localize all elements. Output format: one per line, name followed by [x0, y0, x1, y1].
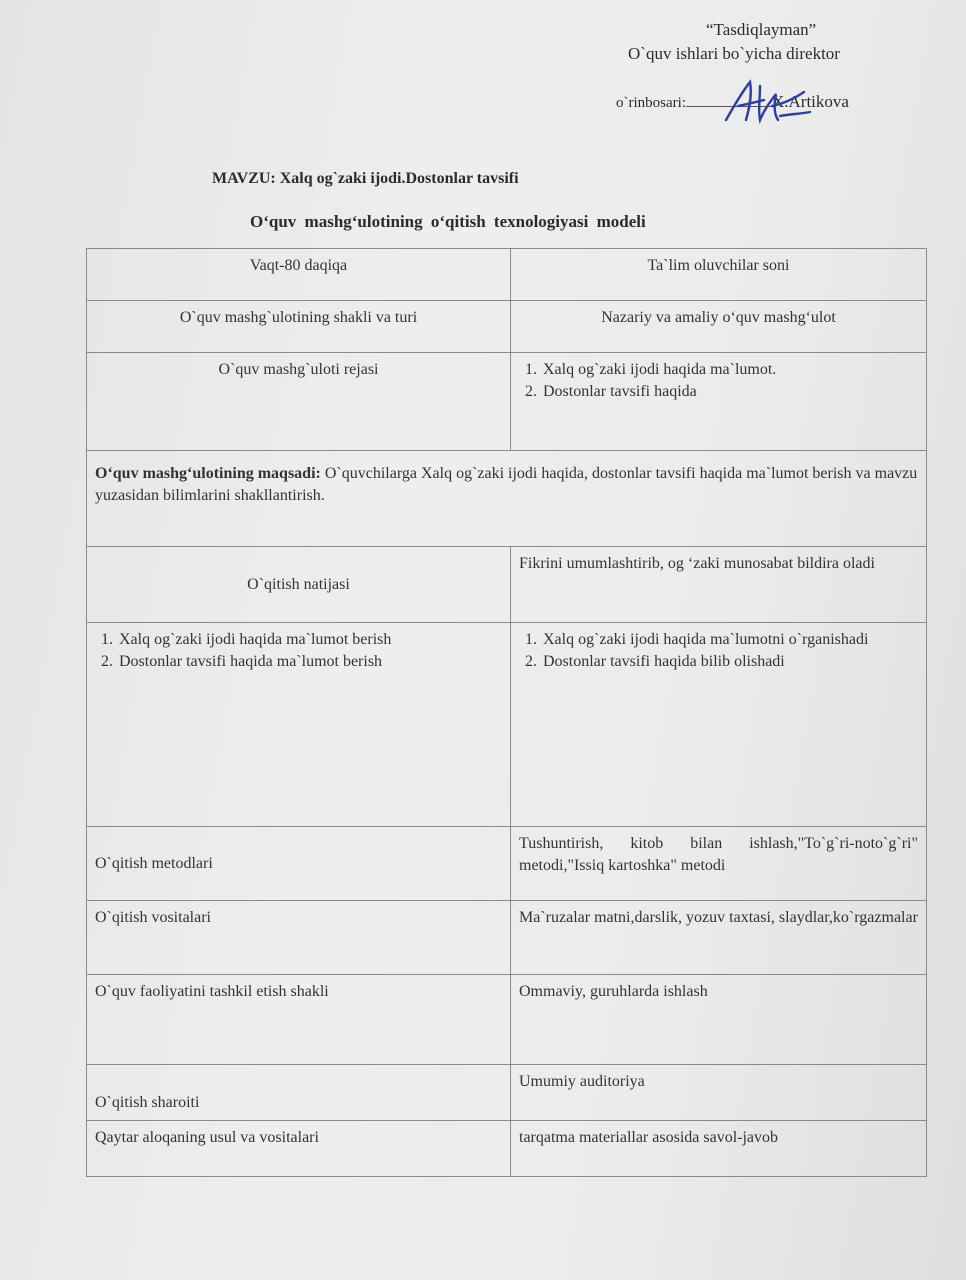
approval-position: O`quv ishlari bo`yicha direktor: [628, 44, 840, 63]
feedback-value-cell: tarqatma materiallar asosida savol-javob: [511, 1121, 927, 1177]
handwritten-signature: [720, 76, 812, 132]
approver-name: X.Artikova: [771, 92, 849, 111]
goal-text: O`quvchilarga Xalq og`zaki ijodi haqida, dostonlar tavsifi haqida ma`lumot berish va mavzu yuzasidan bilimlarini shakllantirish.: [95, 465, 918, 504]
students-count-cell: Ta`lim oluvchilar soni: [511, 249, 927, 301]
teacher-tasks-cell: [87, 623, 511, 827]
student-tasks-cell: [511, 623, 927, 827]
table-row: [87, 353, 927, 451]
table-row: [87, 901, 927, 975]
organization-label-cell: O`quv faoliyatini tashkil etish shakli: [87, 975, 511, 1065]
conditions-label-cell: O`qitish sharoiti: [87, 1065, 511, 1121]
table-row: [87, 249, 927, 301]
table-row: [87, 1065, 927, 1121]
form-value-cell: Nazariy va amaliy o‘quv mashg‘ulot: [511, 301, 927, 353]
list-item: 1. Xalq og`zaki ijodi haqida ma`lumot berish: [117, 629, 502, 651]
plan-items-cell: [511, 353, 927, 451]
approval-title: “Tasdiqlayman”: [706, 20, 817, 39]
plan-label-cell: O`quv mashg`uloti rejasi: [87, 353, 511, 451]
goal-label: O‘quv mashg‘ulotining maqsadi:: [95, 465, 321, 482]
organization-value-cell: Ommaviy, guruhlarda ishlash: [511, 975, 927, 1065]
methods-label-cell: O`qitish metodlari: [87, 827, 511, 901]
list-item: 2. Dostonlar tavsifi haqida: [541, 381, 918, 403]
table-row: [87, 547, 927, 623]
table-row: [87, 623, 927, 827]
result-value-cell: Fikrini umumlashtirib, og ‘zaki munosabat bildira oladi: [511, 547, 927, 623]
table-row: [87, 1121, 927, 1177]
feedback-label-cell: Qaytar aloqaning usul va vositalari: [87, 1121, 511, 1177]
lesson-model-table: [86, 248, 927, 1177]
list-item: 1. Xalq og`zaki ijodi haqida ma`lumotni o`rganishadi: [541, 629, 918, 651]
time-cell: Vaqt-80 daqiqa: [87, 249, 511, 301]
tools-value-cell: Ma`ruzalar matni,darslik, yozuv taxtasi, slaydlar,ko`rgazmalar: [511, 901, 927, 975]
goal-cell: [87, 451, 927, 547]
table-row: [87, 827, 927, 901]
table-row: [87, 451, 927, 547]
table-row: [87, 975, 927, 1065]
deputy-label: o`rinbosari:: [616, 95, 686, 111]
model-title: O‘quv mashg‘ulotining o‘qitish texnologiyasi modeli: [250, 212, 646, 231]
list-item: 1. Xalq og`zaki ijodi haqida ma`lumot.: [541, 359, 918, 381]
conditions-value-cell: Umumiy auditoriya: [511, 1065, 927, 1121]
result-label-cell: O`qitish natijasi: [87, 547, 511, 623]
list-item: 2. Dostonlar tavsifi haqida bilib olishadi: [541, 651, 918, 673]
form-label-cell: O`quv mashg`ulotining shakli va turi: [87, 301, 511, 353]
tools-label-cell: O`qitish vositalari: [87, 901, 511, 975]
table-row: [87, 301, 927, 353]
list-item: 2. Dostonlar tavsifi haqida ma`lumot berish: [117, 651, 502, 673]
topic-title: MAVZU: Xalq og`zaki ijodi.Dostonlar tavsifi: [212, 170, 519, 187]
methods-value-cell: Tushuntirish, kitob bilan ishlash,"To`g`ri-noto`g`ri" metodi,"Issiq kartoshka" metodi: [511, 827, 927, 901]
